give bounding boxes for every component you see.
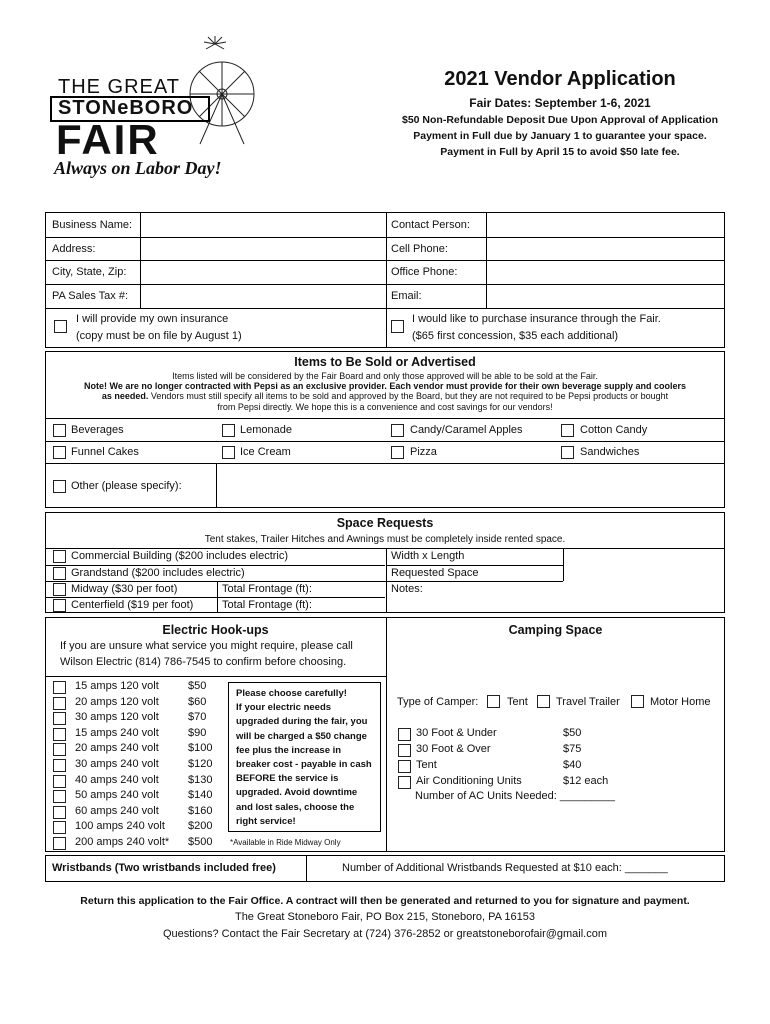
email-input[interactable] bbox=[487, 285, 724, 308]
fair-insurance-label: I would like to purchase insurance through the Fair. bbox=[412, 313, 661, 325]
cell-phone-input[interactable] bbox=[487, 238, 724, 260]
camping-option-label: 30 Foot & Under bbox=[416, 727, 497, 739]
business-name-input[interactable] bbox=[141, 213, 385, 236]
electric-option-amps: 40 amps 240 volt bbox=[75, 773, 159, 786]
item-funnel-cakes-label: Funnel Cakes bbox=[71, 446, 139, 458]
footer-contact: Questions? Contact the Fair Secretary at (724) 376-2852 or greatstoneborofair@gmail.com bbox=[162, 928, 608, 940]
camping-option-checkbox[interactable] bbox=[398, 728, 411, 741]
space-notes-input[interactable] bbox=[430, 582, 724, 612]
electric-option-checkbox[interactable] bbox=[53, 743, 66, 756]
business-name-label: Business Name: bbox=[52, 219, 133, 231]
electric-warning-line: BEFORE the service is bbox=[236, 773, 339, 785]
item-cotton-candy-checkbox[interactable] bbox=[561, 424, 574, 437]
electric-option-amps: 30 amps 240 volt bbox=[75, 758, 159, 770]
camper-type-label: Type of Camper: bbox=[397, 696, 479, 708]
payment-note-1: Payment in Full due by January 1 to guarantee your space. bbox=[413, 130, 707, 142]
logo-tagline: Always on Labor Day! bbox=[54, 158, 222, 178]
centerfield-frontage-label: Total Frontage (ft): bbox=[222, 599, 312, 611]
footer-address: The Great Stoneboro Fair, PO Box 215, Stoneboro, PA 16153 bbox=[234, 911, 536, 923]
electric-warning-line: right service! bbox=[236, 815, 296, 827]
electric-option-amps: 200 amps 240 volt* bbox=[75, 836, 170, 848]
item-lemonade-checkbox[interactable] bbox=[222, 424, 235, 437]
width-length-label: Width x Length bbox=[391, 550, 465, 562]
electric-option-checkbox[interactable] bbox=[53, 728, 66, 741]
fair-dates: Fair Dates: September 1-6, 2021 bbox=[469, 96, 651, 110]
electric-warning-line: will be charged a $50 change bbox=[236, 730, 367, 742]
item-other-checkbox[interactable] bbox=[53, 480, 66, 493]
office-phone-input[interactable] bbox=[487, 261, 724, 284]
electric-option-amps: 50 amps 240 volt bbox=[75, 789, 159, 802]
electric-warning-line: If your electric needs bbox=[236, 702, 332, 714]
space-midway-checkbox[interactable] bbox=[53, 583, 66, 596]
item-beverages-checkbox[interactable] bbox=[53, 424, 66, 437]
electric-option-price: $60 bbox=[188, 695, 207, 708]
pa-sales-tax-input[interactable] bbox=[141, 285, 385, 308]
own-insurance-note: (copy must be on file by August 1) bbox=[76, 330, 242, 342]
space-note: Tent stakes, Trailer Hitches and Awnings must be completely inside rented space. bbox=[204, 534, 566, 545]
electric-warning-line: and lost sales, choose the bbox=[236, 801, 355, 813]
email-label: Email: bbox=[391, 290, 422, 302]
item-sandwiches-checkbox[interactable] bbox=[561, 446, 574, 459]
electric-warning-line: upgraded. Avoid downtime bbox=[236, 787, 358, 799]
cell-phone-label: Cell Phone: bbox=[391, 243, 448, 255]
items-note-3-bold: as needed. bbox=[101, 391, 149, 401]
electric-warning-line: fee plus the increase in bbox=[236, 744, 342, 756]
electric-option-amps: 60 amps 240 volt bbox=[75, 804, 159, 817]
camper-tent-label: Tent bbox=[507, 696, 528, 708]
space-commercial-checkbox[interactable] bbox=[53, 550, 66, 563]
fair-insurance-checkbox[interactable] bbox=[391, 320, 404, 333]
space-centerfield-checkbox[interactable] bbox=[53, 599, 66, 612]
electric-option-checkbox[interactable] bbox=[53, 681, 66, 694]
electric-info-1: If you are unsure what service you might require, please call bbox=[60, 640, 353, 652]
electric-option-checkbox[interactable] bbox=[53, 697, 66, 710]
logo-line3: FAIR bbox=[56, 116, 160, 163]
fair-insurance-note: ($65 first concession, $35 each additional) bbox=[412, 330, 619, 342]
camping-title: Camping Space bbox=[508, 623, 603, 637]
own-insurance-checkbox[interactable] bbox=[54, 320, 67, 333]
electric-option-checkbox[interactable] bbox=[53, 837, 66, 850]
camping-option-checkbox[interactable] bbox=[398, 776, 411, 789]
items-title: Items to Be Sold or Advertised bbox=[294, 355, 476, 369]
item-pizza-checkbox[interactable] bbox=[391, 446, 404, 459]
camper-motor-home-checkbox[interactable] bbox=[631, 695, 644, 708]
fair-logo bbox=[48, 36, 258, 186]
electric-option-amps: 15 amps 240 volt bbox=[75, 726, 159, 739]
camper-motor-home-label: Motor Home bbox=[650, 696, 711, 708]
space-centerfield-label: Centerfield ($19 per foot) bbox=[71, 599, 194, 611]
item-funnel-cakes-checkbox[interactable] bbox=[53, 446, 66, 459]
space-commercial-label: Commercial Building ($200 includes electric) bbox=[71, 550, 289, 562]
item-beverages-label: Beverages bbox=[71, 424, 124, 436]
items-note-4: from Pepsi directly. We hope this is a convenience and cost savings for our vendors! bbox=[217, 402, 553, 412]
electric-warning-line: Please choose carefully! bbox=[236, 688, 347, 699]
electric-option-checkbox[interactable] bbox=[53, 759, 66, 772]
electric-info-2: Wilson Electric (814) 786-7545 to confirm before choosing. bbox=[60, 656, 347, 668]
electric-option-checkbox[interactable] bbox=[53, 775, 66, 788]
item-other-label: Other (please specify): bbox=[71, 480, 182, 492]
camping-option-price: $75 bbox=[563, 743, 582, 755]
electric-option-checkbox[interactable] bbox=[53, 790, 66, 803]
electric-warning-line: breaker cost - payable in cash bbox=[236, 759, 372, 770]
pa-sales-tax-label: PA Sales Tax #: bbox=[52, 290, 129, 302]
item-candy-apples-checkbox[interactable] bbox=[391, 424, 404, 437]
space-grandstand-checkbox[interactable] bbox=[53, 567, 66, 580]
electric-option-amps: 30 amps 120 volt bbox=[75, 711, 159, 724]
logo-line1: THE GREAT bbox=[58, 76, 180, 98]
space-title: Space Requests bbox=[336, 516, 434, 530]
address-input[interactable] bbox=[141, 238, 385, 260]
item-ice-cream-label: Ice Cream bbox=[240, 446, 291, 458]
payment-note-2: Payment in Full by April 15 to avoid $50 late fee. bbox=[440, 146, 680, 158]
midway-frontage-label: Total Frontage (ft): bbox=[222, 583, 312, 595]
electric-option-price: $50 bbox=[188, 680, 207, 692]
electric-warning-line: upgraded during the fair, you bbox=[236, 716, 368, 728]
city-state-zip-label: City, State, Zip: bbox=[52, 266, 127, 278]
camping-option-label: Tent bbox=[416, 759, 437, 771]
electric-footnote: *Available in Ride Midway Only bbox=[230, 838, 341, 847]
camping-option-price: $40 bbox=[563, 759, 582, 771]
address-label: Address: bbox=[52, 243, 96, 255]
electric-option-price: $500 bbox=[188, 836, 213, 848]
footer-return-note: Return this application to the Fair Office. A contract will then be generated and returned to you for signature and payment. bbox=[80, 895, 690, 907]
requested-space-input[interactable] bbox=[564, 549, 724, 580]
contact-person-input[interactable] bbox=[487, 213, 724, 236]
electric-option-price: $120 bbox=[188, 758, 213, 770]
electric-option-price: $100 bbox=[188, 742, 213, 755]
electric-option-checkbox[interactable] bbox=[53, 806, 66, 819]
items-note-1: Items listed will be considered by the Fair Board and only those approved will be able to be sold at the Fair. bbox=[172, 371, 598, 381]
office-phone-label: Office Phone: bbox=[391, 266, 458, 278]
electric-title: Electric Hook-ups bbox=[162, 623, 269, 637]
camping-option-label: Air Conditioning Units bbox=[416, 775, 522, 787]
electric-option-price: $160 bbox=[188, 804, 213, 817]
contact-person-label: Contact Person: bbox=[391, 219, 470, 231]
electric-option-price: $130 bbox=[188, 773, 213, 786]
space-midway-label: Midway ($30 per foot) bbox=[71, 583, 178, 595]
electric-option-amps: 20 amps 120 volt bbox=[75, 695, 159, 708]
camper-travel-trailer-label: Travel Trailer bbox=[556, 696, 620, 708]
electric-option-price: $70 bbox=[188, 711, 207, 724]
camping-option-price: $12 each bbox=[563, 775, 609, 787]
item-cotton-candy-label: Cotton Candy bbox=[580, 424, 648, 436]
item-other-input[interactable] bbox=[217, 464, 724, 507]
items-note-3-rest: Vendors must still specify all items to be sold and approved by the Board, but they are not required to be Pepsi products or bought bbox=[148, 391, 669, 401]
deposit-note: $50 Non-Refundable Deposit Due Upon Approval of Application bbox=[402, 114, 718, 126]
own-insurance-label: I will provide my own insurance bbox=[76, 313, 229, 325]
wristbands-label: Wristbands (Two wristbands included free) bbox=[52, 862, 276, 874]
camping-option-price: $50 bbox=[563, 727, 582, 739]
logo-line2: STONeBORO bbox=[58, 97, 194, 119]
electric-option-amps: 100 amps 240 volt bbox=[75, 820, 165, 833]
item-sandwiches-label: Sandwiches bbox=[580, 446, 640, 458]
electric-option-amps: 20 amps 240 volt bbox=[75, 742, 159, 755]
camping-option-checkbox[interactable] bbox=[398, 744, 411, 757]
electric-option-amps: 15 amps 120 volt bbox=[75, 680, 159, 692]
items-note-2: Note! We are no longer contracted with Pepsi as an exclusive provider. Each vendor must provide for their own beverage supply and coolers bbox=[84, 381, 686, 391]
camping-option-checkbox[interactable] bbox=[398, 760, 411, 773]
electric-option-price: $140 bbox=[188, 789, 213, 802]
items-note-3 bbox=[45, 391, 725, 401]
page-title: 2021 Vendor Application bbox=[444, 68, 676, 90]
camper-travel-trailer-checkbox[interactable] bbox=[537, 695, 550, 708]
electric-option-price: $200 bbox=[188, 820, 213, 833]
electric-option-checkbox[interactable] bbox=[53, 712, 66, 725]
item-pizza-label: Pizza bbox=[410, 446, 437, 458]
electric-option-checkbox[interactable] bbox=[53, 821, 66, 834]
item-ice-cream-checkbox[interactable] bbox=[222, 446, 235, 459]
item-lemonade-label: Lemonade bbox=[240, 424, 292, 436]
space-notes-label: Notes: bbox=[391, 583, 423, 595]
camper-tent-checkbox[interactable] bbox=[487, 695, 500, 708]
city-state-zip-input[interactable] bbox=[141, 261, 385, 284]
space-grandstand-label: Grandstand ($200 includes electric) bbox=[71, 567, 245, 579]
camping-option-label: 30 Foot & Over bbox=[416, 743, 491, 755]
additional-wristbands: Number of Additional Wristbands Requested at $10 each: _______ bbox=[342, 862, 668, 874]
requested-space-label: Requested Space bbox=[391, 567, 479, 579]
ac-units-count: Number of AC Units Needed: _________ bbox=[415, 790, 615, 802]
electric-option-price: $90 bbox=[188, 726, 207, 739]
item-candy-apples-label: Candy/Caramel Apples bbox=[410, 424, 523, 436]
